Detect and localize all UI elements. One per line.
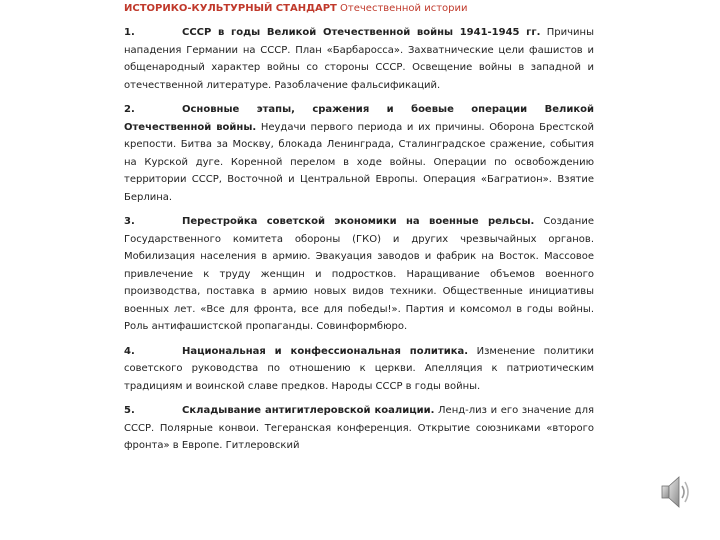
section-body: Ленд-лиз и его значение для СССР. Полярные конвои. Тегеранская конференция. Открытие союзниками «второго фронта» в Европе. Гитлеровский	[124, 405, 594, 451]
section-paragraph	[124, 213, 594, 336]
section-heading: Национальная и конфессиональная политика.	[182, 345, 469, 357]
section-paragraph	[124, 24, 594, 94]
section-paragraph	[124, 343, 594, 396]
title-prefix: ИСТОРИКО-КУЛЬТУРНЫЙ СТАНДАРТ	[124, 3, 337, 14]
section-number: 4.	[124, 345, 135, 357]
section-body: Неудачи первого периода и их причины. Оборона Брестской крепости. Битва за Москву, блокада Ленинграда, Сталинградское сражение, события на Курской дуге. Коренной перелом в ходе войны. Операции по освобождению территории СССР, Восточной и Центральной Европы. Операция «Багратион». Взятие Берлина.	[124, 121, 594, 203]
section-body: Причины нападения Германии на СССР. План «Барбаросса». Захватнические цели фашистов и общенародный характер войны со стороны СССР. Освещение войны в западной и отечественной литературе. Разоблачение фальсификаций.	[124, 27, 594, 91]
document-title	[124, 0, 594, 17]
section-3	[124, 213, 594, 336]
section-number: 2.	[124, 104, 135, 115]
title-rest: Отечественной истории	[336, 3, 468, 14]
section-4	[124, 343, 594, 396]
section-heading: Основные этапы, сражения и боевые операции Великой Отечественной войны.	[124, 104, 594, 133]
section-1	[124, 24, 594, 94]
section-5	[124, 402, 594, 455]
section-heading: Перестройка советской экономики на военные рельсы.	[182, 216, 535, 227]
section-heading: Складывание антигитлеровской коалиции.	[182, 405, 435, 416]
section-body: Создание Государственного комитета обороны (ГКО) и других чрезвычайных органов. Мобилизация населения в армию. Эвакуация заводов и фабрик на Восток. Массовое привлечение к труду женщин и подростков. Наращивание объемов военного производства, поставка в армию новых видов техники. Общественные инициативы военных лет. «Все для фронта, все для победы!». Партия и комсомол в годы войны. Роль антифашистской пропаганды. Совинформбюро.	[124, 216, 594, 332]
document-text	[124, 0, 594, 455]
section-number: 1.	[124, 27, 135, 38]
section-heading: СССР в годы Великой Отечественной войны 1941-1945 гг.	[182, 27, 541, 38]
section-2	[124, 101, 594, 206]
section-number: 5.	[124, 405, 135, 416]
speaker-icon-graphic	[660, 474, 692, 510]
section-body: Изменение политики советского руководства по отношению к церкви. Апелляция к патриотическим традициям и воинской славе предков. Народы СССР в годы войны.	[124, 345, 594, 392]
speaker-icon[interactable]	[660, 474, 692, 510]
section-paragraph	[124, 402, 594, 455]
section-number: 3.	[124, 216, 135, 227]
section-paragraph	[124, 101, 594, 206]
